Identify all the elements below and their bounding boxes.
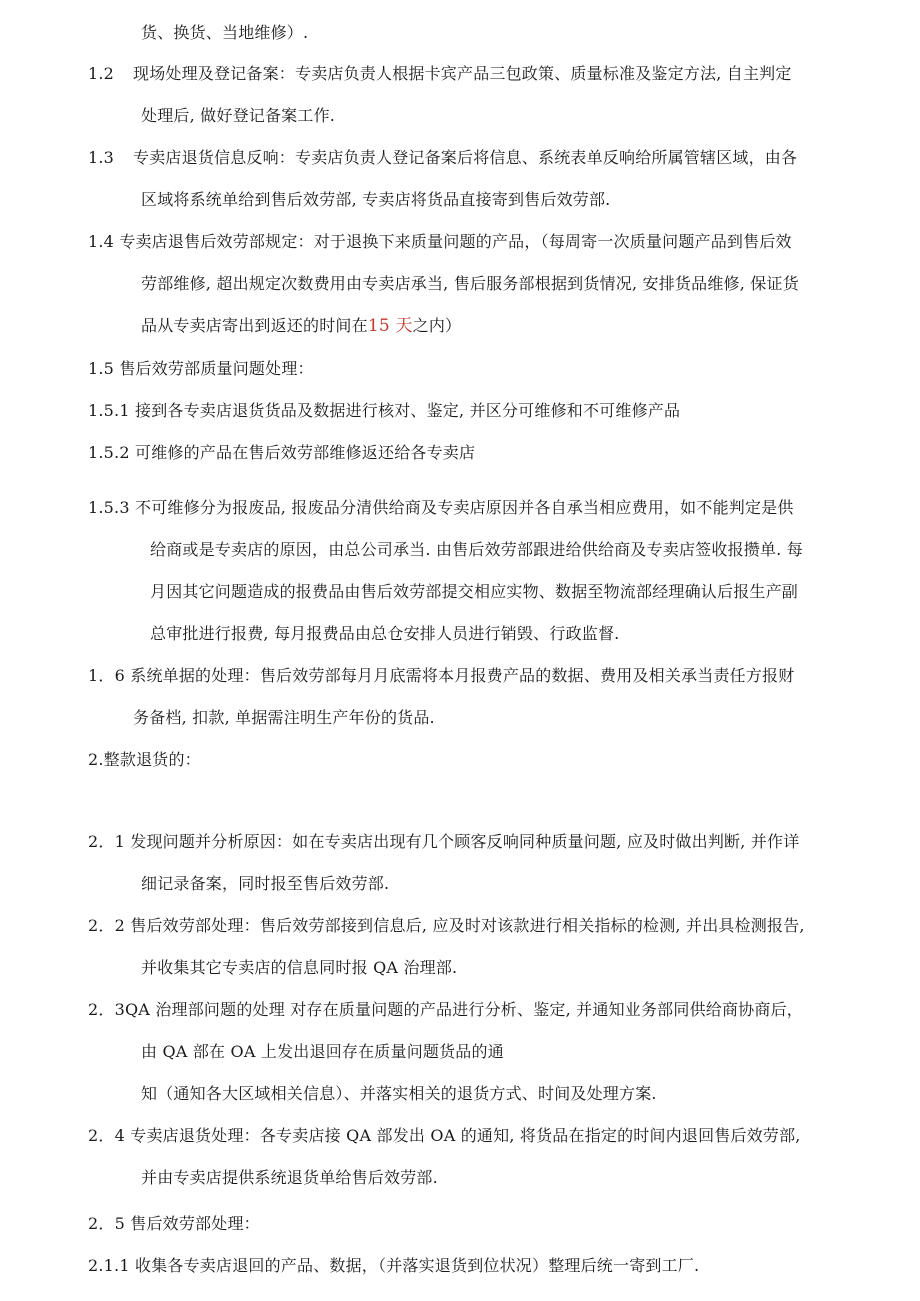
section-2-4-text: 2．4 专卖店退货处理：各专卖店接 QA 部发出 OA 的通知, 将货品在指定的时间内退回售后效劳部, [88,1126,801,1145]
section-1-2-cont: 处理后, 做好登记备案工作. [141,106,336,125]
section-1-4-text: 1.4 专卖店退售后效劳部规定：对于退换下来质量问题的产品，（每周寄一次质量问题产品到售后效 [88,232,792,251]
section-2-1-text: 2．1 发现问题并分析原因：如在专卖店出现有几个顾客反响同种质量问题, 应及时做出判断, 并作详 [88,832,800,851]
section-2-3-cont-2: 知（通知各大区域相关信息）、并落实相关的退货方式、时间及处理方案. [141,1084,657,1103]
section-1-6-text: 1．6 系统单据的处理：售后效劳部每月月底需将本月报费产品的数据、费用及相关承当责任方报财 [88,666,795,685]
section-2-2-cont: 并收集其它专卖店的信息同时报 QA 治理部. [141,958,458,977]
section-2-1-cont: 细记录备案，同时报至售后效劳部. [141,874,390,893]
section-1-3-number: 1.3 [88,148,115,167]
section-2-3-cont: 由 QA 部在 OA 上发出退回存在质量问题货品的通 [141,1042,504,1061]
section-1-4-pre: 品从专卖店寄出到返还的时间在 [141,316,368,335]
section-1-3-text: 专卖店退货信息反响：专卖店负责人登记备案后将信息、系统表单反响给所属管辖区域，由各 [133,148,798,167]
section-2-5-heading: 2．5 售后效劳部处理： [88,1214,260,1233]
section-1-4-days-highlight: 15 天 [367,316,413,336]
section-1-5-3-cont-3: 总审批进行报费, 每月报费品由总仓安排人员进行销毁、行政监督. [150,624,620,643]
line-01: 货、换货、当地维修）. [141,23,309,42]
section-2-3-text: 2．3QA 治理部问题的处理 对存在质量问题的产品进行分析、鉴定, 并通知业务部同供给商协商后， [88,1000,803,1019]
section-1-5-heading: 1.5 售后效劳部质量问题处理： [88,359,314,378]
section-1-4-cont-2 [141,316,461,336]
section-2-4-cont: 并由专卖店提供系统退货单给售后效劳部. [141,1168,438,1187]
section-1-5-2-text: 1.5.2 可维修的产品在售后效劳部维修返还给各专卖店 [88,443,476,462]
section-2-2-text: 2．2 售后效劳部处理：售后效劳部接到信息后, 应及时对该款进行相关指标的检测, 并出具检测报告, [88,916,805,935]
section-1-4-post: 之内） [412,316,462,335]
section-1-5-1-text: 1.5.1 接到各专卖店退货货品及数据进行核对、鉴定, 并区分可维修和不可维修产品 [88,401,681,420]
section-1-4-cont: 劳部维修, 超出规定次数费用由专卖店承当, 售后服务部根据到货情况, 安排货品维修, 保证货 [141,274,799,293]
section-1-3-cont: 区域将系统单给到售后效劳部, 专卖店将货品直接寄到售后效劳部. [141,190,611,209]
section-1-5-3-text: 1.5.3 不可维修分为报废品, 报废品分清供给商及专卖店原因并各自承当相应费用，如不能判定是供 [88,498,794,517]
section-1-6-cont: 务备档, 扣款, 单据需注明生产年份的货品. [133,708,435,727]
section-1-2-text: 现场处理及登记备案：专卖店负责人根据卡宾产品三包政策、质量标准及鉴定方法, 自主判定 [133,64,792,83]
section-1-5-3-cont: 给商或是专卖店的原因，由总公司承当. 由售后效劳部跟进给供给商及专卖店签收报攒单. 每 [150,540,803,559]
section-1-5-3-cont-2: 月因其它问题造成的报费品由售后效劳部提交相应实物、数据至物流部经理确认后报生产副 [150,582,799,601]
section-1-2-number: 1.2 [88,64,115,83]
section-2-1-1-text: 2.1.1 收集各专卖店退回的产品、数据，（并落实退货到位状况）整理后统一寄到工厂. [88,1256,700,1275]
section-2-heading: 2.整款退货的： [88,750,201,769]
